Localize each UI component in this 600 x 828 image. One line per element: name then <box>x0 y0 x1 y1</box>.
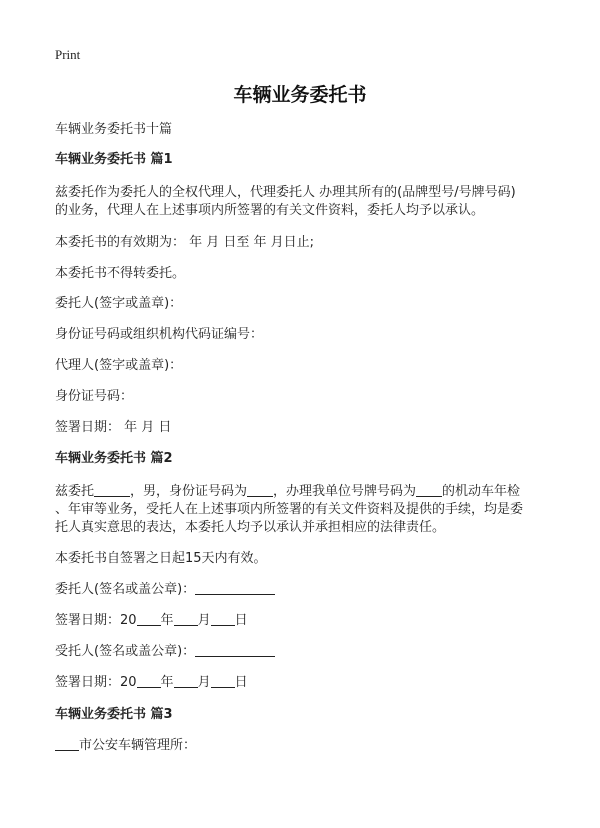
section-2-text-gender-id: ，男，身份证号码为 <box>130 484 248 499</box>
section-2-paragraph-line-2: 、年审等业务，受托人在上述事项内所签署的有关文件资料及提供的手续，均是委 <box>55 502 524 517</box>
blank-month <box>174 611 198 626</box>
blank-day <box>211 611 235 626</box>
blank-year <box>137 673 161 688</box>
principal-label: 委托人(签名或盖公章)： <box>55 582 196 597</box>
blank-principal-signature <box>195 580 275 595</box>
section-2-heading: 车辆业务委托书 篇2 <box>55 451 173 466</box>
section-2-validity: 本委托书自签署之日起15天内有效。 <box>55 551 267 566</box>
section-1-id-or-org-code: 身份证号码或组织机构代码证编号： <box>55 327 264 342</box>
section-1-agent-signature: 代理人(签字或盖章)： <box>55 358 183 373</box>
blank-day <box>211 673 235 688</box>
section-1-principal-signature: 委托人(签字或盖章)： <box>55 296 183 311</box>
agent-label: 受托人(签名或盖公章)： <box>55 644 196 659</box>
blank-month <box>174 673 198 688</box>
month-label: 月 <box>197 675 211 690</box>
section-2-paragraph-line-3: 托人真实意思的表达，本委托人均予以承认并承担相应的法律责任。 <box>55 520 446 535</box>
date-prefix: 签署日期：20 <box>55 613 137 628</box>
day-label: 日 <box>234 613 248 628</box>
print-link[interactable]: Print <box>55 47 81 62</box>
blank-agent-signature <box>195 642 275 657</box>
section-2-agent-signature <box>55 642 555 662</box>
blank-id-number <box>247 482 273 497</box>
office-label: 市公安车辆管理所： <box>79 738 197 753</box>
year-label: 年 <box>160 675 174 690</box>
blank-city <box>55 736 79 751</box>
section-1-sign-date: 签署日期： 年 月 日 <box>55 420 172 435</box>
section-1-no-transfer: 本委托书不得转委托。 <box>55 266 186 281</box>
section-1-validity: 本委托书的有效期为： 年 月 日至 年 月日止; <box>55 235 315 250</box>
year-label: 年 <box>160 613 174 628</box>
section-2-text-plate: ，办理我单位号牌号码为 <box>273 484 417 499</box>
document-subtitle: 车辆业务委托书十篇 <box>55 122 173 137</box>
section-2-principal-signature <box>55 580 555 600</box>
day-label: 日 <box>234 675 248 690</box>
section-2-sign-date-2 <box>55 673 555 693</box>
section-2-paragraph-line-1 <box>55 482 555 502</box>
blank-year <box>137 611 161 626</box>
section-3-office-line <box>55 736 555 756</box>
section-1-id-number: 身份证号码： <box>55 389 134 404</box>
section-1-paragraph-line-2: 的业务，代理人在上述事项内所签署的有关文件资料，委托人均予以承认。 <box>55 203 485 218</box>
date-prefix: 签署日期：20 <box>55 675 137 690</box>
section-2-sign-date-1 <box>55 611 555 631</box>
section-2-text-inspection: 的机动车年检 <box>442 484 521 499</box>
section-3-heading: 车辆业务委托书 篇3 <box>55 707 173 722</box>
section-1-paragraph-line-1: 兹委托作为委托人的全权代理人，代理委托人 办理其所有的(品牌型号/号牌号码) <box>55 185 516 200</box>
blank-name <box>94 482 130 497</box>
section-1-heading: 车辆业务委托书 篇1 <box>55 152 173 167</box>
month-label: 月 <box>197 613 211 628</box>
document-title: 车辆业务委托书 <box>233 84 367 106</box>
blank-plate-number <box>416 482 442 497</box>
section-2-text-entrust: 兹委托 <box>55 484 95 499</box>
